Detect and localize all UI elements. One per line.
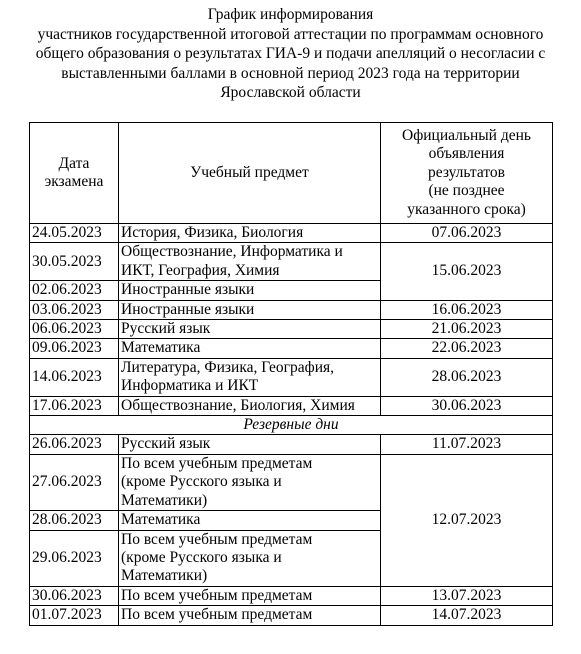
- exam-date: 24.05.2023: [30, 224, 119, 243]
- exam-subject: Русский язык: [119, 435, 381, 454]
- title-line: Ярославской области: [220, 84, 361, 101]
- header-subject: Учебный предмет: [119, 123, 381, 224]
- exam-subject: По всем учебным предметам (кроме Русского языка и Математики): [119, 454, 381, 510]
- exam-date: 30.06.2023: [30, 586, 119, 605]
- result-date: 22.06.2023: [381, 339, 553, 358]
- table-header-row: [30, 123, 553, 224]
- table-row: [30, 454, 553, 510]
- title-line: выставленными баллами в основной период 2023 года на территории: [61, 64, 520, 82]
- exam-date: 26.06.2023: [30, 435, 119, 454]
- exam-subject: Литература, Физика, География, Информатика и ИКТ: [119, 358, 381, 396]
- header-result: Официальный день объявления результатов (не позднее указанного срока): [381, 123, 553, 224]
- exam-subject: Русский язык: [119, 320, 381, 339]
- title-line: График информирования: [207, 6, 374, 23]
- result-date: 12.07.2023: [381, 454, 553, 586]
- table-row: [30, 339, 553, 358]
- header-date: Дата экзамена: [30, 123, 119, 224]
- result-date: 13.07.2023: [381, 586, 553, 605]
- exam-date: 27.06.2023: [30, 454, 119, 510]
- exam-date: 30.05.2023: [30, 243, 119, 281]
- exam-subject: Иностранные языки: [119, 281, 381, 300]
- exam-date: 06.06.2023: [30, 320, 119, 339]
- result-date: 07.06.2023: [381, 224, 553, 243]
- result-date: 28.06.2023: [381, 358, 553, 396]
- table-row: [30, 435, 553, 454]
- exam-date: 29.06.2023: [30, 530, 119, 586]
- schedule-table: [29, 122, 553, 626]
- exam-subject: Иностранные языки: [119, 300, 381, 319]
- result-date: 14.07.2023: [381, 606, 553, 625]
- exam-date: 09.06.2023: [30, 339, 119, 358]
- result-date: 21.06.2023: [381, 320, 553, 339]
- exam-date: 02.06.2023: [30, 281, 119, 300]
- exam-date: 03.06.2023: [30, 300, 119, 319]
- table-row: [30, 300, 553, 319]
- result-date: 30.06.2023: [381, 396, 553, 415]
- exam-subject: История, Физика, Биология: [119, 224, 381, 243]
- exam-subject: Математика: [119, 511, 381, 530]
- exam-date: 17.06.2023: [30, 396, 119, 415]
- table-row: [30, 586, 553, 605]
- exam-subject: По всем учебным предметам (кроме Русского языка и Математики): [119, 530, 381, 586]
- exam-date: 14.06.2023: [30, 358, 119, 396]
- exam-date: 28.06.2023: [30, 511, 119, 530]
- table-row: [30, 606, 553, 625]
- title-line: участников государственной итоговой аттестации по программам основного: [37, 25, 544, 43]
- result-date: 15.06.2023: [381, 243, 553, 300]
- exam-date: 01.07.2023: [30, 606, 119, 625]
- table-row: [30, 396, 553, 415]
- exam-subject: Обществознание, Биология, Химия: [119, 396, 381, 415]
- result-date: 11.07.2023: [381, 435, 553, 454]
- exam-subject: По всем учебным предметам: [119, 606, 381, 625]
- table-row: [30, 243, 553, 281]
- exam-subject: По всем учебным предметам: [119, 586, 381, 605]
- title-line: общего образования о результатах ГИА-9 и подачи апелляций о несогласии с: [35, 45, 546, 62]
- reserve-days-row: [30, 416, 553, 435]
- document-title: [0, 5, 581, 103]
- exam-subject: Математика: [119, 339, 381, 358]
- result-date: 16.06.2023: [381, 300, 553, 319]
- table-row: [30, 320, 553, 339]
- table-row: [30, 224, 553, 243]
- table-row: [30, 358, 553, 396]
- reserve-days-label: Резервные дни: [30, 416, 553, 435]
- exam-subject: Обществознание, Информатика и ИКТ, География, Химия: [119, 243, 381, 281]
